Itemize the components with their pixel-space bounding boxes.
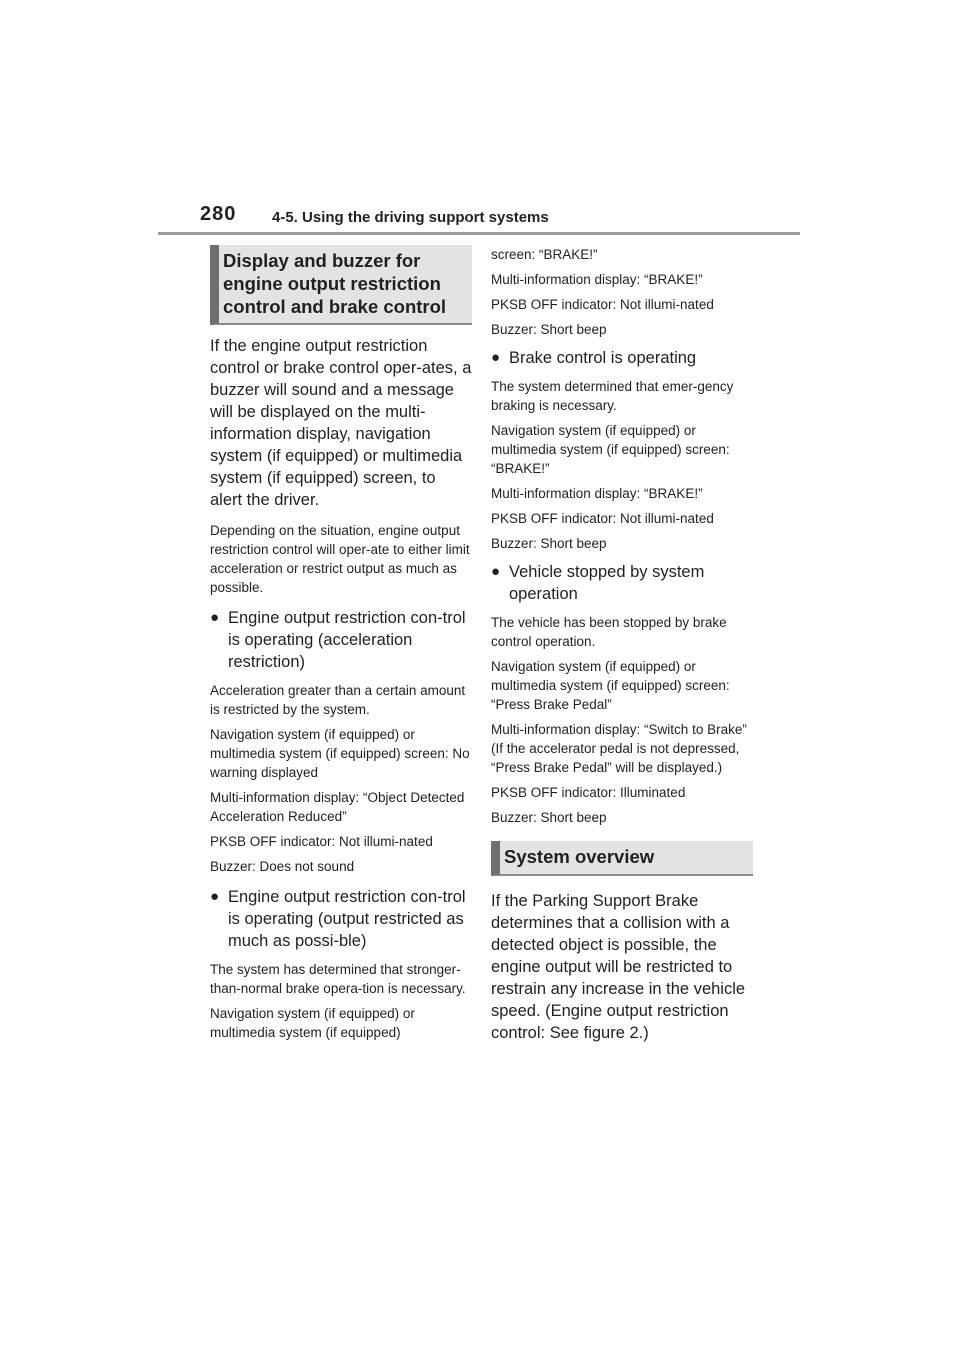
paragraph: Multi-information display: “BRAKE!” [491,486,703,501]
overview-paragraph: If the Parking Support Brake determines that a collision with a detected object is possible, the engine output will be restricted to restrain any increase in the vehicle speed. (Engine output restriction control: See figure 2.) [491,892,746,1042]
section-title: 4-5. Using the driving support systems [272,209,549,226]
bullet-acceleration-restriction [210,607,472,673]
bullet-output-restricted [210,886,472,952]
paragraph: PKSB OFF indicator: Not illumi-nated [491,297,714,312]
bullet-brake-control [491,347,753,369]
note-paragraph: Depending on the situation, engine output restriction control will oper-ate to either limit acceleration or restrict output as much as possible. [210,523,470,595]
paragraph: PKSB OFF indicator: Not illumi-nated [491,511,714,526]
paragraph: Buzzer: Does not sound [210,859,355,874]
paragraph: Multi-information display: “BRAKE!” [491,272,703,287]
right-column [491,245,753,1044]
bullet-title: Vehicle stopped by system operation [509,563,705,603]
bullet-dot-icon: ● [210,888,220,905]
paragraph: Navigation system (if equipped) or multimedia system (if equipped) screen: No warning displayed [210,727,470,780]
heading-display-and-buzzer [210,245,472,325]
bullet-dot-icon: ● [491,349,501,366]
header-divider [158,232,800,235]
paragraph: The vehicle has been stopped by brake control operation. [491,615,727,649]
bullet-vehicle-stopped [491,561,753,605]
left-column [210,245,472,1042]
paragraph: Multi-information display: “Switch to Brake” (If the accelerator pedal is not depressed, “Press Brake Pedal” will be displayed.) [491,722,747,775]
heading-line-2: engine output restriction [223,273,441,294]
paragraph: Buzzer: Short beep [491,322,607,337]
paragraph: The system determined that emer-gency braking is necessary. [491,379,734,413]
bullet-title: Engine output restriction con-trol is operating (output restricted as much as possi-ble) [228,888,466,950]
bullet-title: Engine output restriction con-trol is operating (acceleration restriction) [228,609,466,671]
paragraph: Navigation system (if equipped) or multimedia system (if equipped) [210,1006,415,1040]
paragraph: PKSB OFF indicator: Illuminated [491,785,686,800]
page-number: 280 [200,203,237,225]
bullet-dot-icon: ● [210,609,220,626]
heading-system-overview: System overview [491,841,753,876]
bullet-title: Brake control is operating [509,349,697,367]
paragraph: screen: “BRAKE!” [491,247,598,262]
intro-paragraph: If the engine output restriction control or brake control oper-ates, a buzzer will sound and a message will be displayed on the multi-information display, navigation system (if equipped) or multimedia system (if equipped) screen, to alert the driver. [210,337,472,509]
bullet-dot-icon: ● [491,563,501,580]
paragraph: The system has determined that stronger-than-normal brake opera-tion is necessary. [210,962,466,996]
paragraph: Navigation system (if equipped) or multimedia system (if equipped) screen: “BRAKE!” [491,423,730,476]
heading-line-3: control and brake control [223,296,447,317]
heading-line-1: Display and buzzer for [223,250,421,271]
paragraph: Multi-information display: “Object Detected Acceleration Reduced” [210,790,465,824]
paragraph: Buzzer: Short beep [491,536,607,551]
paragraph: PKSB OFF indicator: Not illumi-nated [210,834,433,849]
paragraph: Acceleration greater than a certain amount is restricted by the system. [210,683,466,717]
paragraph: Buzzer: Short beep [491,810,607,825]
paragraph: Navigation system (if equipped) or multimedia system (if equipped) screen: “Press Brake Pedal” [491,659,730,712]
